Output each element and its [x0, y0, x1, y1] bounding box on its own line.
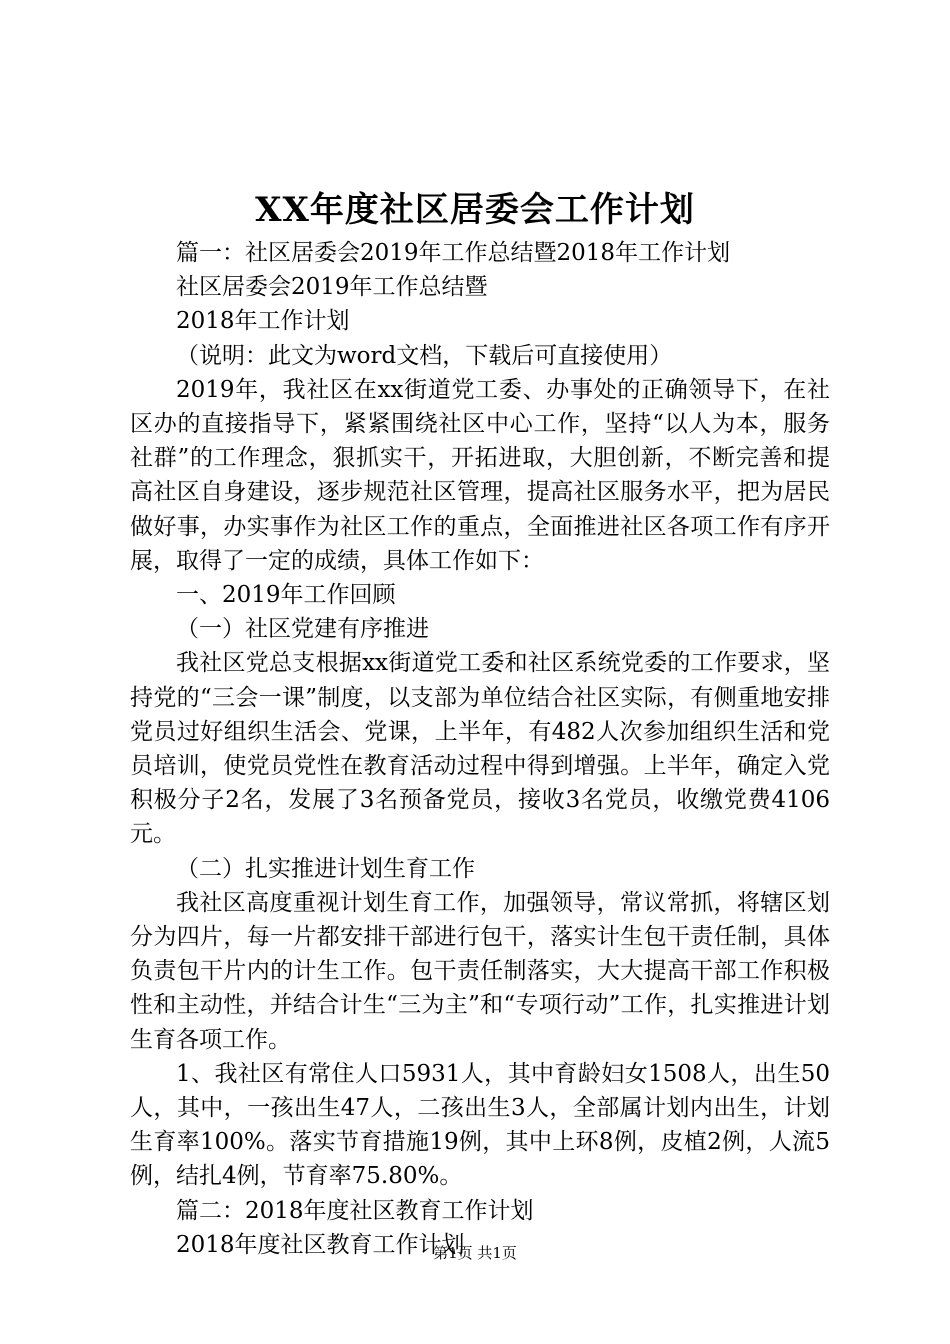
section-heading-review: 一、2019年工作回顾 — [176, 582, 396, 609]
paragraph-plan-title: 2018年工作计划 — [176, 308, 350, 335]
page-number: 第1页 共1页 — [433, 1244, 517, 1262]
paragraph-party-building: 我社区党总支根据xx街道党工委和社区系统党委的工作要求，坚持党的“三会一课”制度，以支部为单位结合社区实际，有侧重地安排党员过好组织生活会、党课，上半年，有482人次参加组织生活和党员培训，使党员党性在教育活动过程中得到增强。上半年，确定入党积极分子2名，发展了3名预备党员，接收3名党员，收缴党费4106元。 — [130, 650, 830, 848]
paragraph-education-plan-title: 2018年度社区教育工作计划 — [176, 1231, 465, 1258]
document-title: XX年度社区居委会工作计划 — [255, 190, 695, 230]
paragraph-population-stats: 1、我社区有常住人口5931人，其中育龄妇女1508人，出生50人，其中，一孩出生47人，二孩出生3人，全部属计划内出生，计划生育率100%。落实节育措施19例，其中上环8例，皮植2例，人流5例，结扎4例，节育率75.80%。 — [130, 1060, 830, 1190]
paragraph-part-one-heading: 篇一：社区居委会2019年工作总结暨2018年工作计划 — [176, 240, 731, 266]
subsection-heading-party-building: （一）社区党建有序推进 — [176, 616, 429, 643]
paragraph-family-planning: 我社区高度重视计划生育工作，加强领导，常议常抓，将辖区划分为四片，每一片都安排干部进行包干，落实计生包干责任制，具体负责包干片内的计生工作。包干责任制落实，大大提高干部工作积极性和主动性，并结合计生“三为主”和“专项行动”工作，扎实推进计划生育各项工作。 — [130, 889, 830, 1053]
paragraph-note: （说明：此文为word文档，下载后可直接使用） — [176, 342, 673, 369]
paragraph-summary-title: 社区居委会2019年工作总结暨 — [176, 274, 488, 301]
document-body — [130, 236, 830, 1262]
paragraph-part-two-heading: 篇二：2018年度社区教育工作计划 — [176, 1197, 534, 1224]
paragraph-intro: 2019年，我社区在xx街道党工委、办事处的正确领导下，在社区办的直接指导下，紧紧围绕社区中心工作，坚持“以人为本，服务社群”的工作理念，狠抓实干，开拓进取，大胆创新，不断完善和提高社区自身建设，逐步规范社区管理，提高社区服务水平，把为居民做好事，办实事作为社区工作的重点，全面推进社区各项工作有序开展，取得了一定的成绩，具体工作如下： — [130, 376, 830, 574]
subsection-heading-family-planning: （二）扎实推进计划生育工作 — [176, 855, 475, 882]
